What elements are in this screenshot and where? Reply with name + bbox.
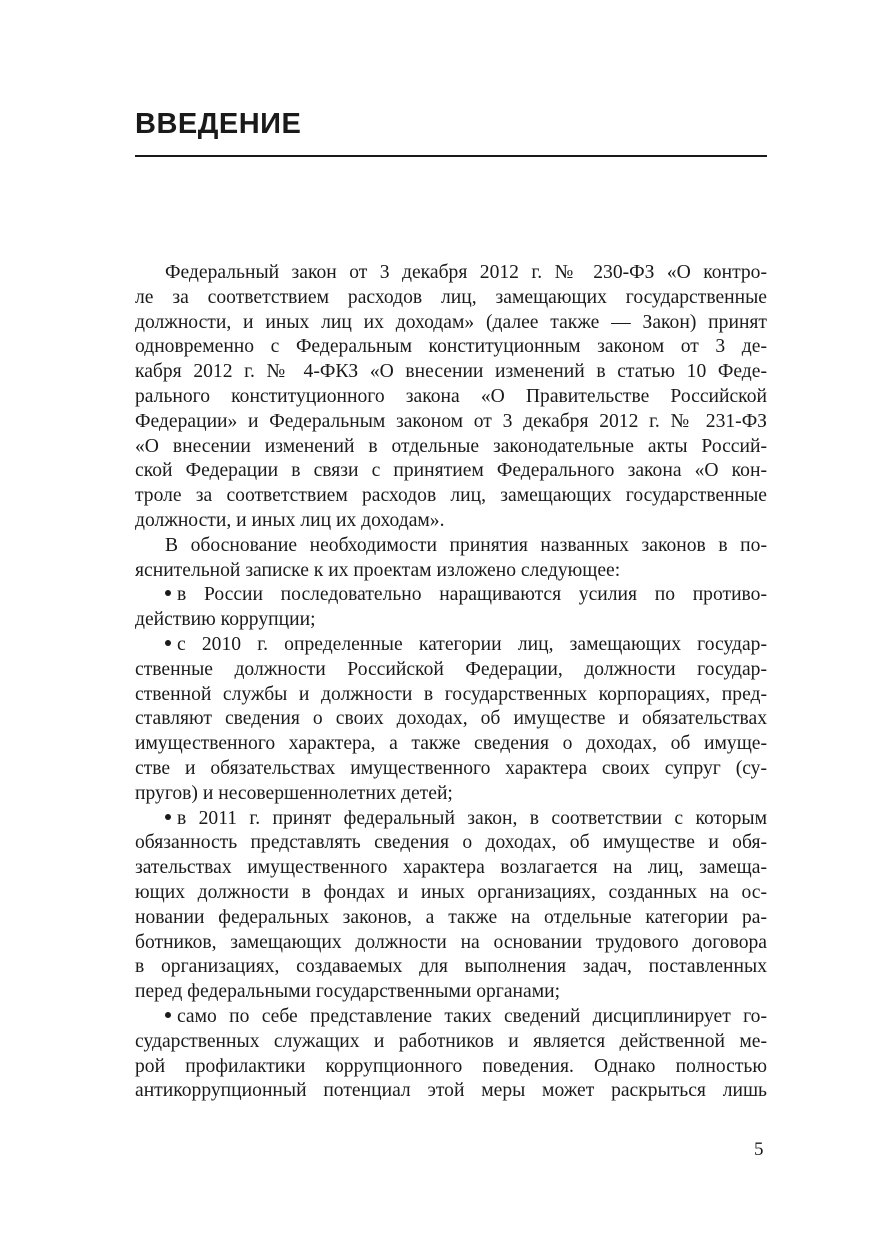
text-line-content: само по себе представление таких сведений дисциплинирует го- — [177, 1005, 767, 1027]
bullet-icon — [165, 640, 171, 646]
text-line-content: с 2010 г. определенные категории лиц, замещающих государ- — [177, 633, 767, 655]
text-line — [135, 757, 767, 782]
text-line-content: новании федеральных законов, а также на отдельные категории ра- — [135, 906, 767, 928]
text-line — [135, 484, 767, 509]
text-line-content: ле за соответствием расходов лиц, замещающих государственные — [135, 286, 767, 308]
page-title: ВВЕДЕНИЕ — [135, 108, 302, 140]
text-line — [135, 856, 767, 881]
text-line — [135, 658, 767, 683]
text-line-content: сударственных служащих и работников и является действенной ме- — [135, 1030, 767, 1052]
text-line — [135, 881, 767, 906]
text-line-content: ставляют сведения о своих доходах, об имуществе и обязательствах — [135, 708, 767, 730]
text-line-content: антикоррупционный потенциал этой меры может раскрыться лишь — [135, 1080, 767, 1102]
text-line — [135, 583, 767, 608]
text-line — [135, 782, 767, 807]
text-line — [135, 559, 767, 584]
text-line-content: ской Федерации в связи с принятием Федерального закона «О кон- — [135, 460, 767, 482]
text-line — [135, 1005, 767, 1030]
text-line-content: «О внесении изменений в отдельные законодательные акты Россий- — [135, 435, 767, 457]
text-line-content: В обоснование необходимости принятия названных законов в по- — [165, 534, 767, 556]
text-line-content: Федеральный закон от 3 декабря 2012 г. № 230-ФЗ «О контро- — [165, 262, 767, 283]
text-line-content: действию коррупции; — [135, 609, 316, 631]
text-line — [135, 286, 767, 311]
text-line — [135, 707, 767, 732]
text-line — [135, 410, 767, 435]
text-line-content: обязанность представлять сведения о доходах, об имуществе и обя- — [135, 832, 767, 854]
text-line — [135, 1079, 767, 1104]
text-line — [135, 633, 767, 658]
text-line — [135, 335, 767, 360]
text-line-content: в организациях, создаваемых для выполнения задач, поставленных — [135, 956, 767, 978]
text-line-content: кабря 2012 г. № 4-ФКЗ «О внесении изменений в статью 10 Феде- — [135, 361, 767, 383]
text-line — [135, 534, 767, 559]
text-line-content: пругов) и несовершеннолетних детей; — [135, 782, 453, 804]
text-line-content: имущественного характера, а также сведения о доходах, об имуще- — [135, 733, 767, 755]
text-line — [135, 608, 767, 633]
text-line — [135, 261, 767, 286]
text-line — [135, 906, 767, 931]
text-line-content: ющих должности в фондах и иных организациях, созданных на ос- — [135, 881, 767, 903]
text-line-content: Федерации» и Федеральным законом от 3 декабря 2012 г. № 231-ФЗ — [135, 410, 767, 432]
text-line-content: троле за соответствием расходов лиц, замещающих государственные — [135, 485, 767, 507]
text-line — [135, 732, 767, 757]
text-line-content: ственные должности Российской Федерации, должности государ- — [135, 658, 767, 680]
bullet-icon — [165, 590, 171, 596]
text-line — [135, 831, 767, 856]
bullet-icon — [165, 1012, 171, 1018]
text-line — [135, 683, 767, 708]
text-line — [135, 931, 767, 956]
text-line — [135, 807, 767, 832]
title-underline — [135, 155, 767, 157]
text-line-content: должности, и иных лиц их доходам» (далее также — Закон) принят — [135, 311, 767, 333]
text-line-content: одновременно с Федеральным конституционным законом от 3 де- — [135, 336, 767, 358]
text-line — [135, 385, 767, 410]
text-line — [135, 311, 767, 336]
text-line-content: перед федеральными государственными органами; — [135, 981, 561, 1003]
text-line-content: ственной службы и должности в государственных корпорациях, пред- — [135, 683, 767, 705]
text-line-content: зательствах имущественного характера возлагается на лиц, замеща- — [135, 857, 767, 879]
text-line-content: в России последовательно наращиваются усилия по противо- — [177, 584, 767, 606]
text-line — [135, 1055, 767, 1080]
text-line — [135, 1030, 767, 1055]
text-line-content: ботников, замещающих должности на основании трудового договора — [135, 931, 767, 953]
text-line-content: стве и обязательствах имущественного характера своих супруг (су- — [135, 757, 767, 779]
text-line-content: должности, и иных лиц их доходам». — [135, 509, 445, 531]
page-number: 5 — [754, 1139, 764, 1160]
text-line-content: рального конституционного закона «О Правительстве Российской — [135, 385, 767, 407]
text-line — [135, 980, 767, 1005]
text-line-content: рой профилактики коррупционного поведения. Однако полностью — [135, 1055, 767, 1077]
text-line — [135, 509, 767, 534]
body-text — [135, 261, 767, 1104]
text-line — [135, 435, 767, 460]
bullet-icon — [165, 814, 171, 820]
text-line-content: яснительной записке к их проектам изложено следующее: — [135, 559, 621, 581]
text-line — [135, 459, 767, 484]
text-line-content: в 2011 г. принят федеральный закон, в соответствии с которым — [177, 807, 767, 829]
text-line — [135, 955, 767, 980]
text-line — [135, 360, 767, 385]
